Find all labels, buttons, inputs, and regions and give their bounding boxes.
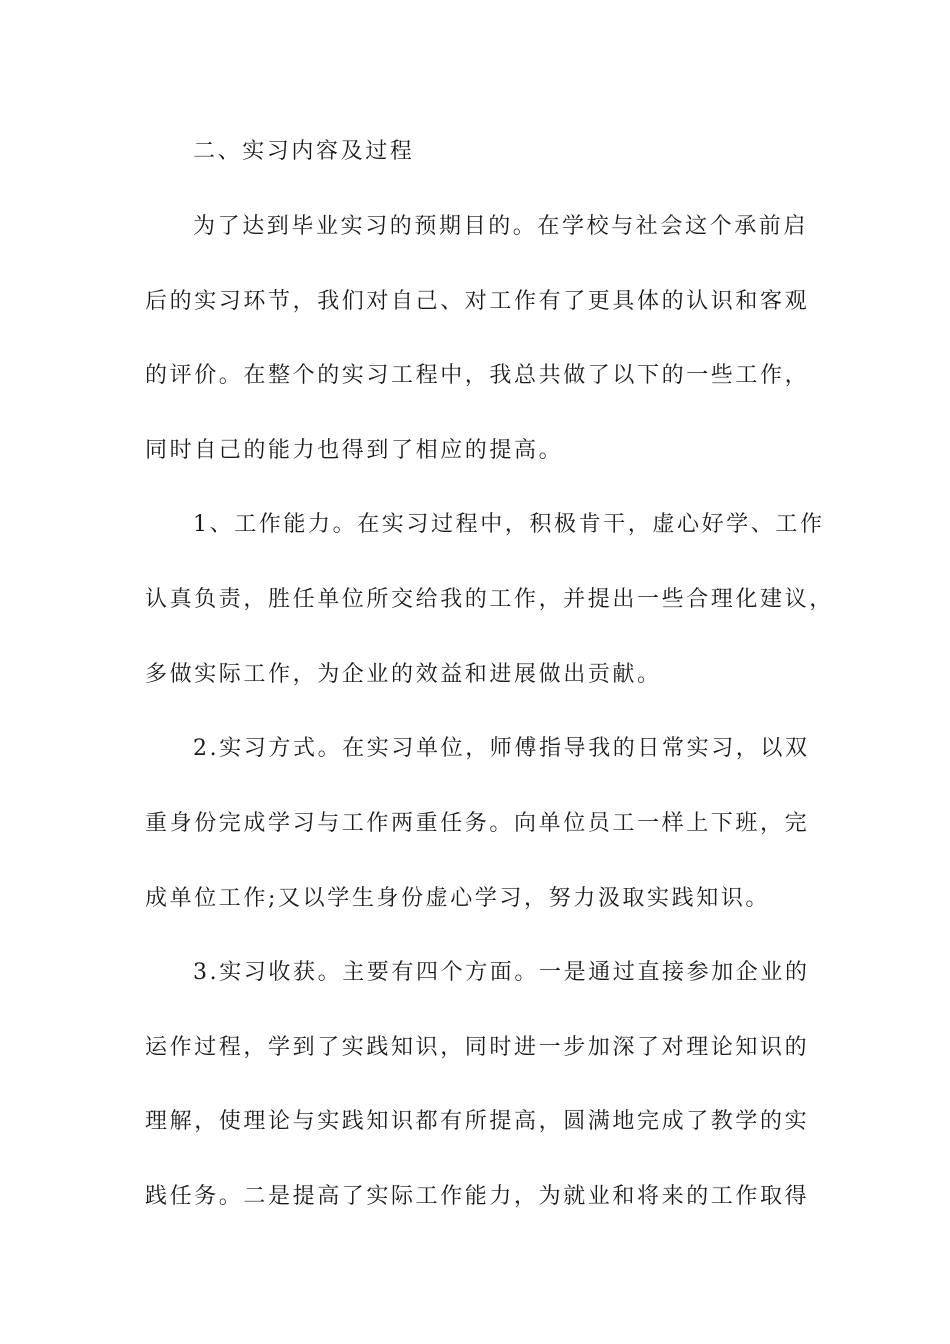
paragraph-line: 的评价。在整个的实习工程中，我总共做了以下的一些工作， bbox=[145, 363, 810, 388]
paragraph-line: 理解，使理论与实践知识都有所提高，圆满地完成了教学的实 bbox=[145, 1109, 810, 1134]
paragraph-line: 1、工作能力。在实习过程中，积极肯干，虚心好学、工作 bbox=[193, 512, 825, 537]
paragraph-line: 为了达到毕业实习的预期目的。在学校与社会这个承前启 bbox=[193, 214, 809, 239]
paragraph-line: 运作过程，学到了实践知识，同时进一步加深了对理论知识的 bbox=[145, 1035, 810, 1060]
paragraph-line: 后的实习环节，我们对自己、对工作有了更具体的认识和客观 bbox=[145, 289, 810, 314]
paragraph-line: 3.实习收获。主要有四个方面。一是通过直接参加企业的 bbox=[193, 960, 810, 985]
section-heading: 二、实习内容及过程 bbox=[193, 139, 415, 164]
paragraph-line: 重身份完成学习与工作两重任务。向单位员工一样上下班，完 bbox=[145, 811, 810, 836]
paragraph-line: 2.实习方式。在实习单位，师傅指导我的日常实习，以双 bbox=[193, 736, 810, 761]
paragraph-line: 同时自己的能力也得到了相应的提高。 bbox=[145, 438, 564, 463]
paragraph-line: 践任务。二是提高了实际工作能力，为就业和将来的工作取得 bbox=[145, 1184, 810, 1209]
paragraph-line: 认真负责，胜任单位所交给我的工作，并提出一些合理化建议， bbox=[145, 587, 834, 612]
paragraph-line: 成单位工作;又以学生身份虚心学习，努力汲取实践知识。 bbox=[145, 886, 771, 911]
paragraph-line: 多做实际工作，为企业的效益和进展做出贡献。 bbox=[145, 662, 662, 687]
